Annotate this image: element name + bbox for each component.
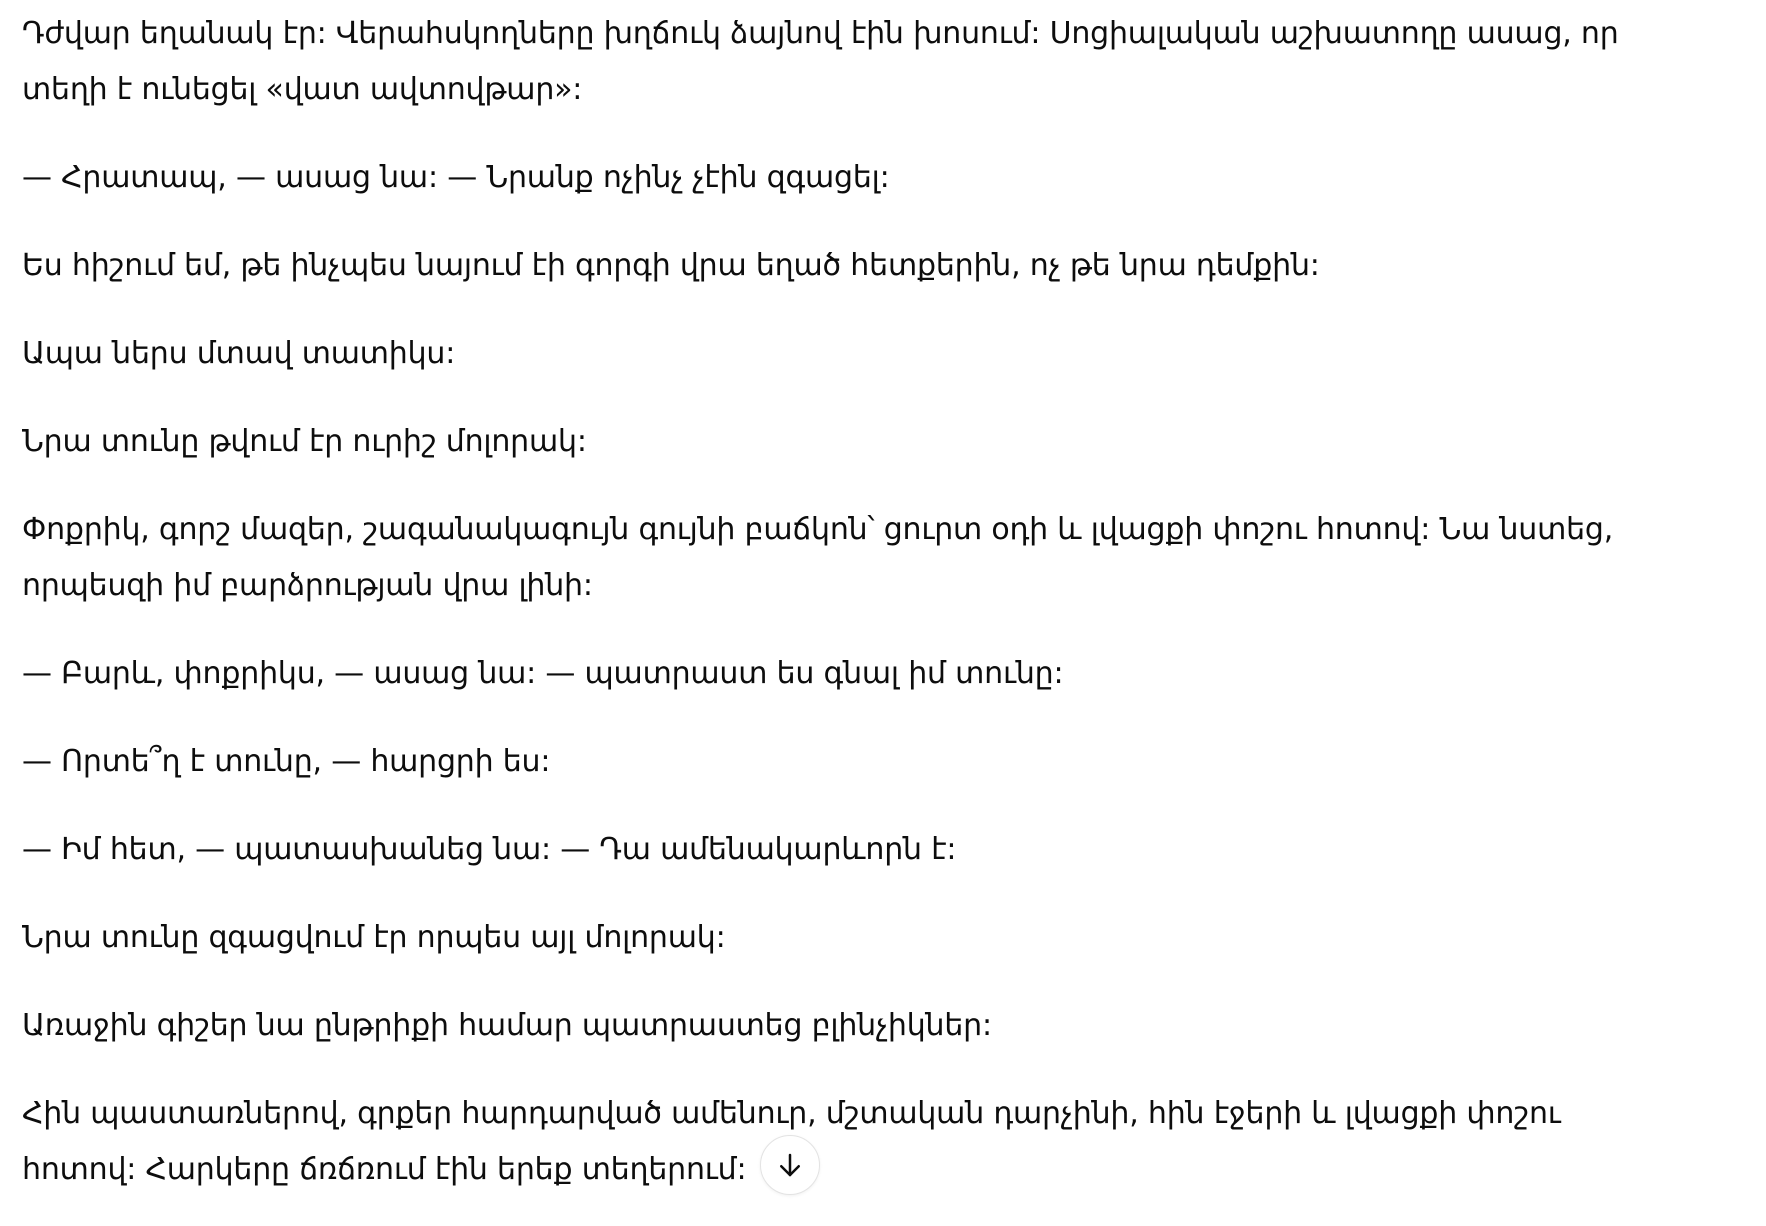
message-paragraph-5: Նրա տունը թվում էր ուրիշ մոլորակ:: [22, 424, 587, 459]
message-paragraph-8: — Որտե՞ղ է տունը, — հարցրի ես:: [22, 744, 551, 779]
message-paragraph-11: Առաջին գիշեր նա ընթրիքի համար պատրաստեց բլինչիկներ:: [22, 1008, 992, 1043]
message-paragraph-1: Դժվար եղանակ էր: Վերահսկողները խղճուկ ձայնով էին խոսում: Սոցիալական աշխատողը ասաց, որ տեղի է ունեցել «վատ ավտովթար»:: [22, 16, 1619, 107]
assistant-message: [22, 0, 1622, 1198]
message-paragraph-9: — Իմ հետ, — պատասխանեց նա: — Դա ամենակարևորն է:: [22, 832, 957, 867]
message-paragraph-4: Ապա ներս մտավ տատիկս:: [22, 336, 456, 371]
message-paragraph-12: Հին պաստառներով, գրքեր հարդարված ամենուր, մշտական դարչինի, հին էջերի և լվացքի փոշու հոտով: Հարկերը ճռճռում էին երեք տեղերում:: [22, 1096, 1561, 1187]
message-paragraph-3: Ես հիշում եմ, թե ինչպես նայում էի գորգի վրա եղած հետքերին, ոչ թե նրա դեմքին:: [22, 248, 1320, 283]
message-paragraph-6: Փոքրիկ, գորշ մազեր, շագանակագույն գույնի բաճկոն՝ ցուրտ օդի և լվացքի փոշու հոտով: Նա նստեց, որպեսզի իմ բարձրության վրա լինի:: [22, 512, 1614, 603]
arrow-down-icon: [775, 1150, 805, 1180]
message-paragraph-7: — Բարև, փոքրիկս, — ասաց նա: — պատրաստ ես գնալ իմ տունը:: [22, 656, 1064, 691]
message-paragraph-10: Նրա տունը զգացվում էր որպես այլ մոլորակ:: [22, 920, 726, 955]
message-paragraph-2: — Հրատապ, — ասաց նա: — Նրանք ոչինչ չէին զգացել:: [22, 160, 890, 195]
scroll-to-bottom-button[interactable]: [760, 1135, 820, 1195]
